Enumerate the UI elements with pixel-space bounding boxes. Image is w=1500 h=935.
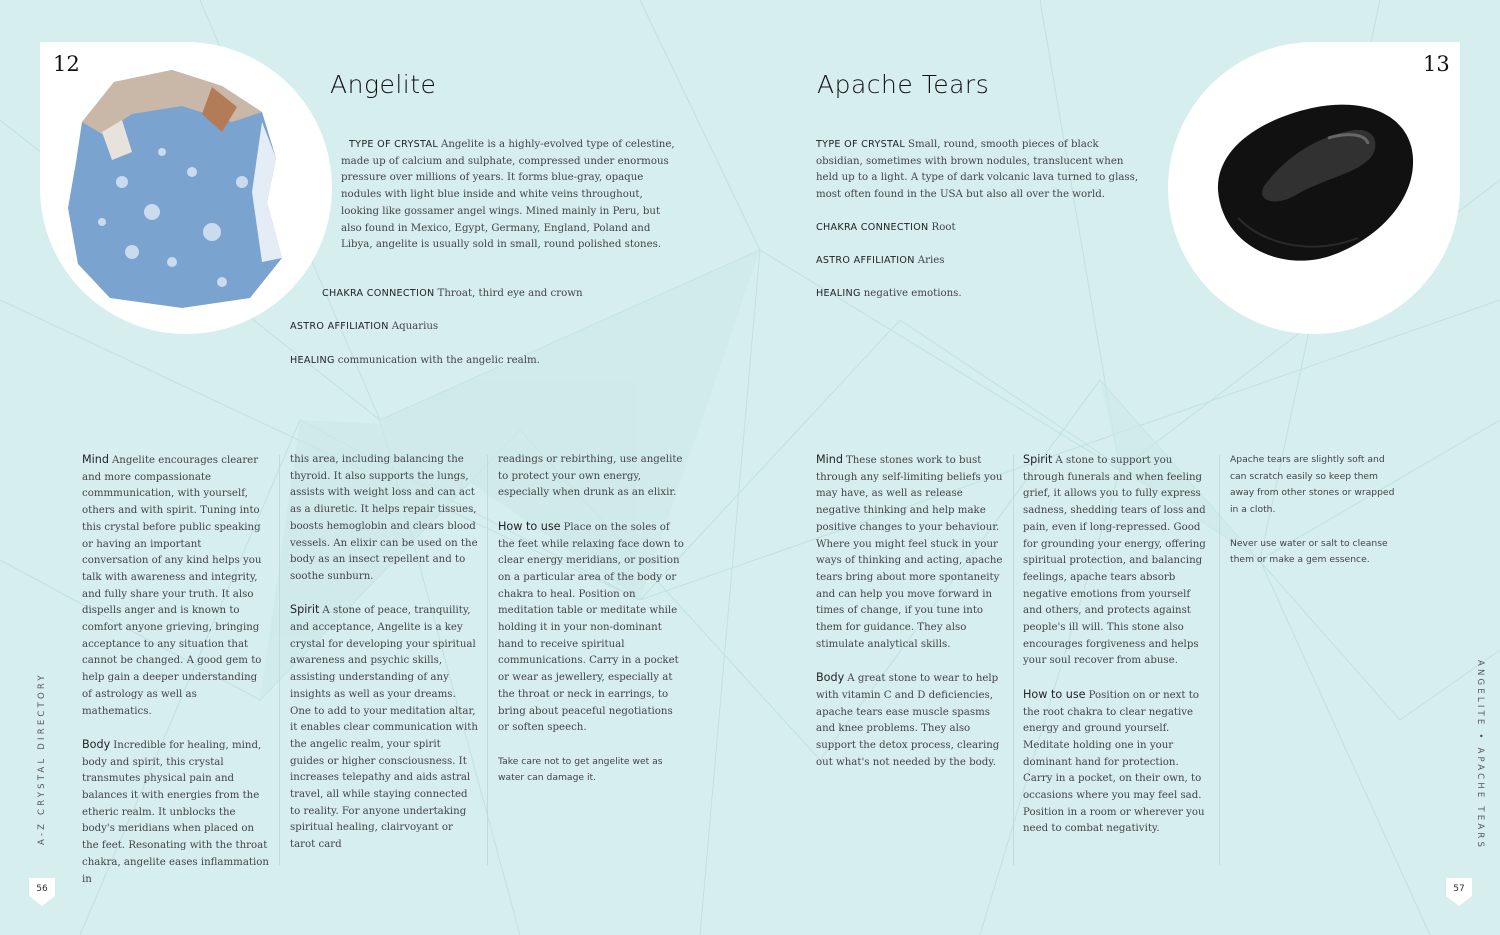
healing-label: HEALING [816, 288, 861, 299]
care-note: Apache tears are slightly soft and can scratch easily so keep them away from other stones or wrapped in a cloth. [1230, 454, 1395, 516]
spirit-paragraph: Spirit A stone of peace, tranquility, and acceptance, Angelite is a key crystal for developing your spiritual awareness and psychic skills, assisting understanding of any insights as well as your dreams. One to add to your meditation altar, it enables clear communication with the angelic realm, your spirit guides or higher consciousness. It increases telepathy and aids astral travel, all while staying connected to reality. For anyone undertaking spiritual healing, clairvoyant or tarot card [290, 603, 478, 851]
type-of-crystal-label: TYPE OF CRYSTAL [349, 139, 438, 150]
body-paragraph: Body A great stone to wear to help with vitamin C and D deficiencies, apache tears ease muscle spasms and knee problems. They also support the detox process, clearing out what's not needed by the body. [816, 671, 1000, 768]
mind-paragraph: Mind These stones work to bust through any self-limiting beliefs you may have, as well as release negative thinking and help make positive changes to your behaviour. Where you might feel stuck in your ways of thinking and acting, apache tears bring about more spontaneity and can help you move forward in times of change, if you tune into them for guidance. They also stimulate analytical skills. [816, 453, 1003, 650]
spirit-paragraph: Spirit A stone to support you through funerals and when feeling grief, it allows you to fully express sadness, shedding tears of loss and pain, even if long-repressed. Good for grounding your energy, offering spiritual protection, and balancing feelings, apache tears absorb negative emotions from yourself and others, and protects against people's ill will. This stone also encourages forgiveness and helps your soul recover from abuse. [1023, 453, 1206, 667]
astro-label: ASTRO AFFILIATION [816, 255, 915, 266]
text-column-3 [1230, 452, 1400, 586]
text-column-1 [82, 452, 269, 905]
how-to-use-heading: How to use [498, 519, 561, 533]
astro-affiliation: ASTRO AFFILIATION Aries [816, 255, 945, 266]
chakra-connection: CHAKRA CONNECTION Throat, third eye and crown [322, 288, 583, 299]
spirit-continued: readings or rebirthing, use angelite to protect your own energy, especially when drunk as an elixir. [498, 454, 683, 499]
spirit-heading: Spirit [290, 603, 320, 617]
body-paragraph: Body Incredible for healing, mind, body and spirit, this crystal transmutes physical pain and balances it with energies from the etheric realm. It unblocks the body's meridians when placed on the feet. Resonating with the throat chakra, angelite eases inflammation in [82, 737, 269, 885]
healing: HEALING communication with the angelic realm. [290, 355, 540, 366]
astro-affiliation: ASTRO AFFILIATION Aquarius [290, 321, 439, 332]
running-head-left: A-Z CRYSTAL DIRECTORY [37, 672, 47, 845]
cleansing-note: Never use water or salt to cleanse them or make a gem essence. [1230, 537, 1388, 566]
page-number-tab [29, 878, 55, 906]
mind-heading: Mind [82, 453, 109, 466]
entry-title: Angelite [330, 70, 437, 99]
body-heading: Body [816, 671, 845, 685]
how-to-use-heading: How to use [1023, 687, 1086, 701]
apache-tears-stone-image [1208, 98, 1420, 266]
entry-number: 13 [1423, 52, 1450, 76]
care-note: Take care not to get angelite wet as water can damage it. [498, 755, 663, 784]
body-heading: Body [82, 737, 111, 751]
type-of-crystal-text: TYPE OF CRYSTAL Angelite is a highly-evolved type of celestine, made up of calcium and sulphate, compressed under enormous pressure over millions of years. It forms blue-gray, opaque nodules with light blue inside and white veins throughout, looking like gossamer angel wings. Mined mainly in Peru, but also found in Mexico, Egypt, Germany, England, Poland and Libya, angelite is usually sold in small, round polished stones. [341, 139, 675, 251]
page-number-tab [1446, 878, 1472, 906]
mind-heading: Mind [816, 453, 843, 466]
column-divider [279, 455, 280, 865]
text-column-2 [290, 452, 478, 871]
column-divider [487, 455, 488, 865]
type-of-crystal-label: TYPE OF CRYSTAL [816, 139, 905, 150]
chakra-connection: CHAKRA CONNECTION Root [816, 222, 956, 233]
spirit-heading: Spirit [1023, 453, 1053, 466]
running-head-right: ANGELITE • APACHE TEARS [1475, 659, 1485, 851]
text-column-3 [498, 452, 684, 804]
column-divider [1013, 455, 1014, 865]
entry-number: 12 [53, 52, 80, 76]
column-divider [1219, 455, 1220, 865]
healing: HEALING negative emotions. [816, 288, 962, 299]
chakra-label: CHAKRA CONNECTION [322, 288, 435, 299]
entry-title: Apache Tears [817, 70, 990, 99]
text-column-2 [1023, 452, 1211, 855]
astro-label: ASTRO AFFILIATION [290, 321, 389, 332]
how-to-use-paragraph: How to use Place on the soles of the feet while relaxing face down to clear energy meridians, or position on a particular area of the body or chakra to heal. Position on meditation table or meditate while holding it in your non-dominant hand to receive spiritual communications. Carry in a pocket or wear as jewellery, especially at the throat or neck in earrings, to bring about peaceful negotiations or soften speech. [498, 519, 684, 734]
mind-paragraph: Mind Angelite encourages clearer and more compassionate commmunication, with yourself, others and with spirit. Tuning into this crystal before public speaking or having an important conversation of any kind helps you talk with awareness and integrity, and fully share your truth. It also dispells anger and is known to comfort anyone grieving, bringing acceptance to any situation that cannot be changed. A good gem to help gain a deeper understanding of astrology as well as mathematics. [82, 453, 262, 717]
how-to-use-paragraph: How to use Position on or next to the root chakra to clear negative energy and ground yourself. Meditate holding one in your dominant hand for protection. Carry in a pocket, on their own, to occasions where you may feel sad. Position in a room or wherever you need to combat negativity. [1023, 687, 1205, 835]
page-number: 57 [1453, 884, 1465, 894]
text-column-1 [816, 452, 1006, 788]
healing-label: HEALING [290, 355, 335, 366]
body-continued: this area, including balancing the thyroid. It also supports the lungs, assists with weight loss and can act as a diuretic. It helps repair tissues, boosts hemoglobin and clears blood vessels. An elixir can be used on the body as an insect repellent and to soothe sunburn. [290, 454, 478, 582]
angelite-crystal-image [62, 62, 292, 312]
page-number: 56 [36, 884, 48, 894]
right-page [750, 0, 1500, 935]
type-of-crystal-text: TYPE OF CRYSTAL Small, round, smooth pieces of black obsidian, sometimes with brown nodules, translucent when held up to a light. A type of dark volcanic lava turned to glass, most often found in the USA but also all over the world. [816, 139, 1139, 201]
chakra-label: CHAKRA CONNECTION [816, 222, 929, 233]
